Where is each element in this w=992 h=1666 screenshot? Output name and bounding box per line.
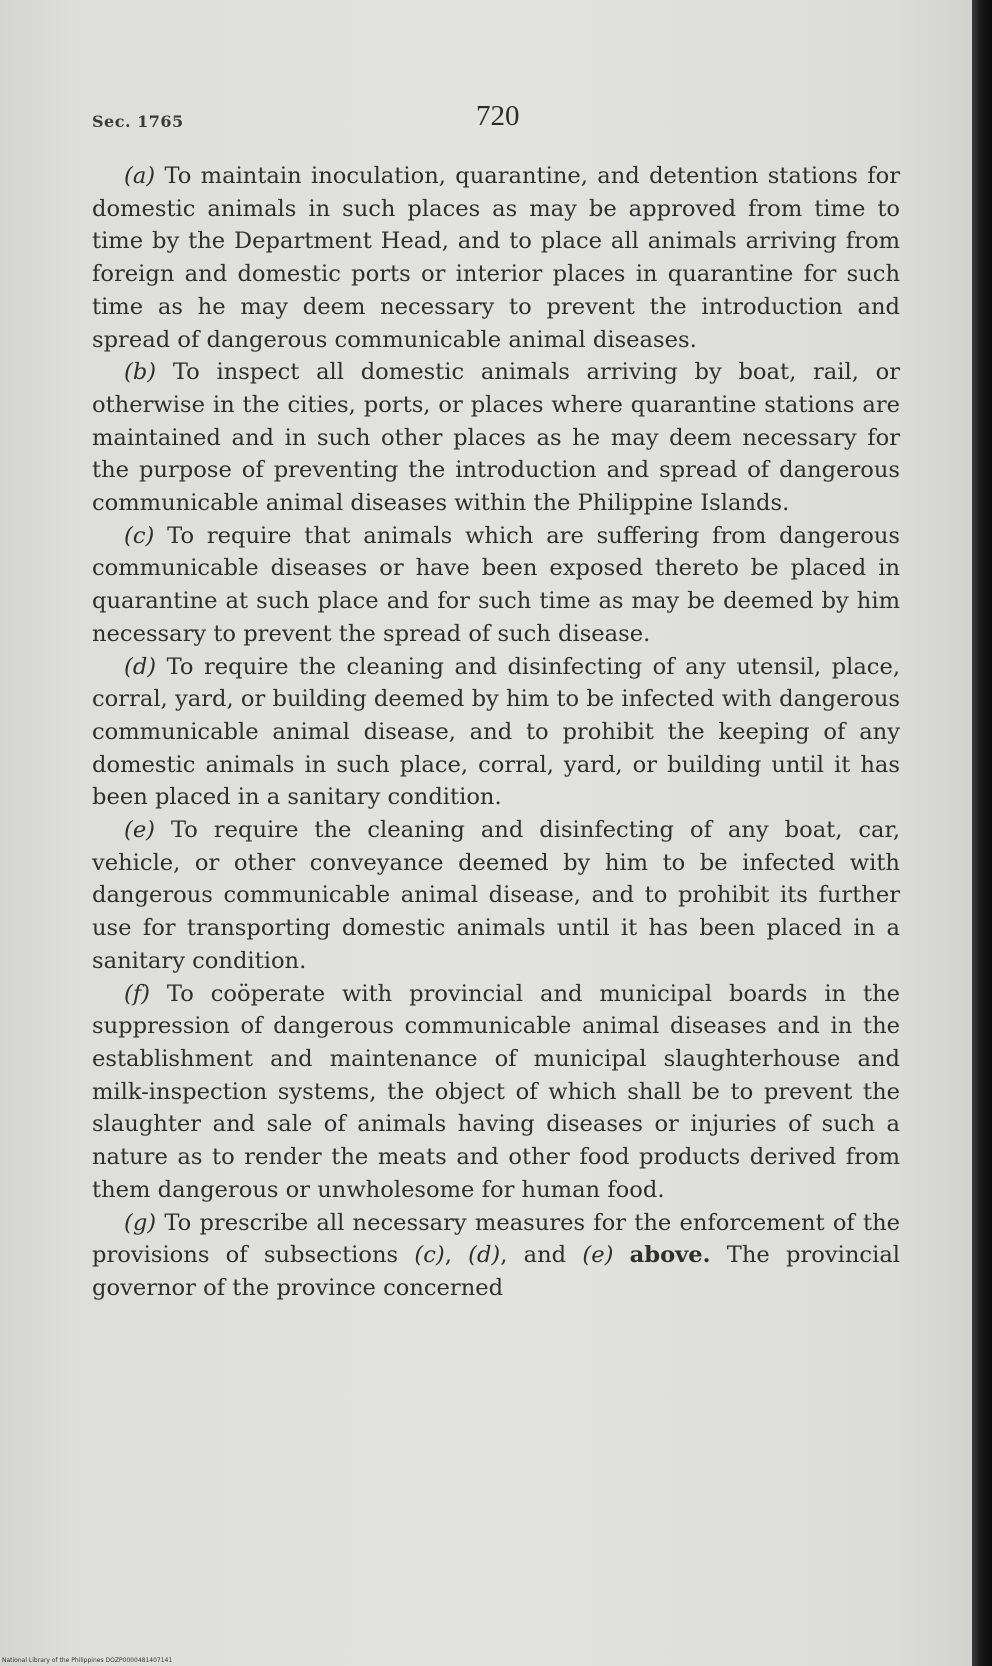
paragraph-marker: (c) <box>124 522 155 549</box>
paragraph-text: To require that animals which are suffering from dangerous communicable diseases or have been exposed thereto be placed in quarantine at such place and for such time as may be deemed by him necessary to prevent the spread of such disease. <box>92 522 900 647</box>
paragraph-marker: (f) <box>124 980 150 1007</box>
paragraph-text: To coöperate with provincial and municipal boards in the suppression of dangerous communicable animal diseases and in the establishment and maintenance of municipal slaughterhouse and milk-inspection systems, the object of which shall be to prevent the slaughter and sale of animals having diseases or injuries of such a nature as to render the meats and other food products derived from them dangerous or unwholesome for human food. <box>92 980 901 1203</box>
page-number: 720 <box>476 100 520 132</box>
paragraph-marker: (d) <box>124 653 157 680</box>
paragraph-a <box>92 160 900 356</box>
paragraph-text: To require the cleaning and disinfecting of any utensil, place, corral, yard, or building deemed by him to be infected with dangerous communicable animal disease, and to prohibit the keeping of any domestic animals in such place, corral, yard, or building until it has been placed in a sanitary condition. <box>92 653 900 811</box>
paragraph-text: To prescribe all necessary measures for the enforcement of the provisions of subsections <box>92 1209 900 1269</box>
paragraph-marker: (g) <box>124 1209 157 1236</box>
subsection-ref-d: (d) <box>468 1242 501 1269</box>
paragraph-d <box>92 651 900 815</box>
paragraph-text: To maintain inoculation, quarantine, and detention stations for domestic animals in such places as may be approved from time to time by the Department Head, and to place all animals arriving from foreign and domestic ports or interior places in quarantine for such time as he may deem necessary to prevent the introduction and spread of dangerous communicable animal diseases. <box>92 163 900 353</box>
paragraph-text: To inspect all domestic animals arriving by boat, rail, or otherwise in the cities, ports, or places where quarantine stations are maintained and in such other places as he may deem necessary for the purpose of preventing the introduction and spread of dangerous communicable animal diseases within the Philippine Islands. <box>92 359 900 517</box>
footer-credit: National Library of the Philippines DOZP0000481407141 <box>2 1657 173 1664</box>
separator: , and <box>500 1242 567 1269</box>
paragraph-marker: (b) <box>124 359 157 386</box>
paragraph-text: The provincial governor of the province concerned <box>92 1242 901 1301</box>
paragraph-marker: (a) <box>124 163 156 189</box>
subsection-ref-c: (c) <box>414 1242 445 1269</box>
page-header <box>92 100 902 140</box>
paragraph-e <box>92 814 900 978</box>
paragraph-text: To require the cleaning and disinfecting of any boat, car, vehicle, or other conveyance deemed by him to be infected with dangerous communicable animal disease, and to prohibit its further use for transporting domestic animals until it has been placed in a sanitary condition. <box>92 817 901 974</box>
paragraph-marker: (e) <box>124 817 156 844</box>
separator: , <box>444 1242 452 1269</box>
paragraph-text: above. <box>629 1242 711 1269</box>
paragraph-b <box>92 356 900 520</box>
section-label: Sec. 1765 <box>92 112 184 131</box>
paragraph-c <box>92 520 900 651</box>
paragraph-g <box>92 1207 900 1305</box>
subsection-ref-e: (e) <box>582 1242 614 1269</box>
page-edge-shadow <box>972 0 992 1666</box>
body-text <box>92 160 900 1305</box>
paragraph-f <box>92 978 900 1207</box>
